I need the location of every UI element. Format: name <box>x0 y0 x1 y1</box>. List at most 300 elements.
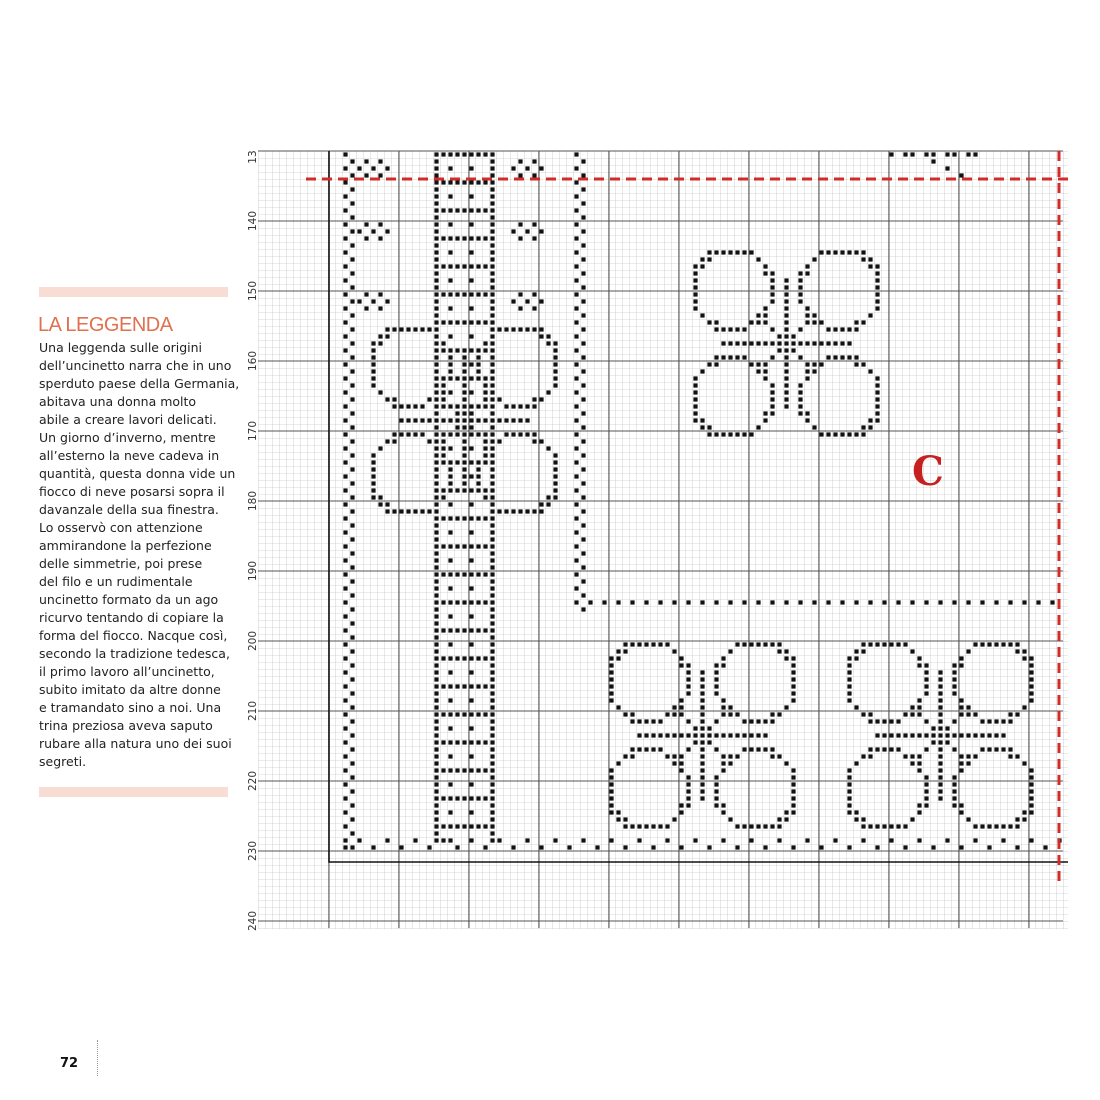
stitch <box>469 432 473 436</box>
stitch <box>840 355 844 359</box>
stitch <box>679 845 683 849</box>
stitch <box>490 684 494 688</box>
stitch <box>469 390 473 394</box>
stitch <box>434 761 438 765</box>
stitch <box>490 677 494 681</box>
stitch <box>742 250 746 254</box>
stitch <box>805 313 809 317</box>
stitch <box>364 222 368 226</box>
stitch <box>448 348 452 352</box>
stitch <box>546 495 550 499</box>
stitch <box>357 838 361 842</box>
stitch <box>875 404 879 408</box>
stitch <box>1022 649 1026 653</box>
stitch <box>854 810 858 814</box>
stitch <box>770 285 774 289</box>
stitch <box>434 705 438 709</box>
stitch <box>784 656 788 660</box>
stitch <box>595 845 599 849</box>
stitch <box>343 180 347 184</box>
stitch <box>441 628 445 632</box>
stitch <box>791 845 795 849</box>
stitch <box>483 845 487 849</box>
stitch <box>987 845 991 849</box>
stitch <box>644 733 648 737</box>
stitch <box>973 838 977 842</box>
stitch <box>476 474 480 478</box>
stitch <box>784 278 788 282</box>
stitch <box>581 523 585 527</box>
stitch <box>875 719 879 723</box>
stitch <box>987 824 991 828</box>
stitch <box>371 341 375 345</box>
stitch <box>630 754 634 758</box>
stitch <box>532 159 536 163</box>
stitch <box>483 432 487 436</box>
stitch <box>483 628 487 632</box>
stitch <box>392 439 396 443</box>
stitch <box>763 369 767 373</box>
sidebar-body-line: Lo osservò con attenzione <box>39 520 203 535</box>
stitch <box>1015 642 1019 646</box>
stitch <box>952 677 956 681</box>
stitch <box>609 698 613 702</box>
stitch <box>672 733 676 737</box>
stitch <box>938 754 942 758</box>
stitch <box>462 488 466 492</box>
stitch <box>371 460 375 464</box>
stitch <box>609 810 613 814</box>
stitch <box>826 600 830 604</box>
stitch <box>875 299 879 303</box>
stitch <box>462 264 466 268</box>
stitch <box>441 656 445 660</box>
stitch <box>490 425 494 429</box>
stitch <box>455 824 459 828</box>
stitch <box>693 264 697 268</box>
stitch <box>420 418 424 422</box>
stitch <box>791 684 795 688</box>
stitch <box>434 215 438 219</box>
stitch <box>770 271 774 275</box>
stitch <box>959 754 963 758</box>
stitch <box>1001 733 1005 737</box>
row-label: 160 <box>247 350 259 372</box>
stitch <box>343 278 347 282</box>
stitch <box>665 733 669 737</box>
stitch <box>469 600 473 604</box>
stitch <box>777 817 781 821</box>
stitch <box>868 824 872 828</box>
stitch <box>483 544 487 548</box>
stitch <box>658 824 662 828</box>
stitch <box>385 334 389 338</box>
stitch <box>434 432 438 436</box>
stitch <box>805 320 809 324</box>
stitch <box>812 257 816 261</box>
stitch <box>434 362 438 366</box>
stitch <box>938 677 942 681</box>
stitch <box>448 418 452 422</box>
stitch <box>616 810 620 814</box>
row-label: 190 <box>247 560 259 582</box>
stitch <box>735 845 739 849</box>
stitch <box>385 327 389 331</box>
stitch <box>441 236 445 240</box>
stitch <box>672 649 676 653</box>
stitch <box>434 775 438 779</box>
stitch <box>441 796 445 800</box>
stitch <box>434 173 438 177</box>
stitch <box>917 803 921 807</box>
stitch <box>679 803 683 807</box>
stitch <box>728 817 732 821</box>
stitch <box>343 838 347 842</box>
stitch <box>497 838 501 842</box>
stitch <box>441 453 445 457</box>
stitch <box>490 187 494 191</box>
stitch <box>581 299 585 303</box>
stitch <box>511 404 515 408</box>
stitch <box>938 684 942 688</box>
stitch <box>343 166 347 170</box>
stitch <box>350 775 354 779</box>
stitch <box>490 334 494 338</box>
stitch <box>609 796 613 800</box>
stitch <box>448 712 452 716</box>
stitch <box>462 439 466 443</box>
stitch <box>763 747 767 751</box>
stitch <box>434 537 438 541</box>
stitch <box>448 404 452 408</box>
stitch <box>875 306 879 310</box>
stitch <box>434 642 438 646</box>
stitch <box>931 740 935 744</box>
stitch <box>476 320 480 324</box>
stitch <box>357 229 361 233</box>
stitch <box>847 656 851 660</box>
stitch <box>343 642 347 646</box>
stitch <box>434 593 438 597</box>
stitch <box>714 362 718 366</box>
stitch <box>469 488 473 492</box>
stitch <box>847 684 851 688</box>
sidebar-body-line: dell’uncinetto narra che in uno <box>39 358 232 373</box>
stitch <box>490 166 494 170</box>
stitch <box>798 271 802 275</box>
stitch <box>525 299 529 303</box>
stitch <box>938 698 942 702</box>
stitch <box>455 264 459 268</box>
stitch <box>455 572 459 576</box>
stitch <box>343 544 347 548</box>
stitch <box>455 712 459 716</box>
stitch <box>574 222 578 226</box>
stitch <box>448 481 452 485</box>
stitch <box>875 418 879 422</box>
stitch <box>714 327 718 331</box>
stitch <box>805 376 809 380</box>
stitch <box>959 803 963 807</box>
sidebar-body-line: trina preziosa aveva saputo <box>39 718 213 733</box>
stitch <box>490 292 494 296</box>
stitch <box>966 754 970 758</box>
stitch <box>371 355 375 359</box>
stitch <box>910 733 914 737</box>
stitch <box>847 796 851 800</box>
stitch <box>448 180 452 184</box>
stitch <box>497 327 501 331</box>
stitch <box>686 677 690 681</box>
stitch <box>476 180 480 184</box>
stitch <box>756 642 760 646</box>
stitch <box>413 418 417 422</box>
stitch <box>875 278 879 282</box>
stitch <box>721 250 725 254</box>
stitch <box>574 250 578 254</box>
stitch <box>581 565 585 569</box>
sidebar-body-line: il primo lavoro all’uncinetto, <box>39 664 215 679</box>
stitch <box>455 432 459 436</box>
stitch <box>763 362 767 366</box>
stitch <box>483 390 487 394</box>
stitch <box>392 404 396 408</box>
stitch <box>476 516 480 520</box>
stitch <box>343 684 347 688</box>
stitch <box>525 509 529 513</box>
stitch <box>462 355 466 359</box>
row-label: 220 <box>247 770 259 792</box>
stitch <box>455 236 459 240</box>
stitch <box>434 684 438 688</box>
stitch <box>791 768 795 772</box>
stitch <box>455 768 459 772</box>
stitch <box>763 271 767 275</box>
stitch <box>854 600 858 604</box>
stitch <box>455 292 459 296</box>
stitch <box>805 369 809 373</box>
stitch <box>847 691 851 695</box>
stitch <box>805 362 809 366</box>
stitch <box>350 845 354 849</box>
stitch <box>847 803 851 807</box>
stitch <box>350 397 354 401</box>
stitch <box>476 467 480 471</box>
stitch <box>721 768 725 772</box>
stitch <box>721 656 725 660</box>
stitch <box>609 684 613 688</box>
stitch <box>343 656 347 660</box>
stitch <box>434 334 438 338</box>
stitch <box>784 306 788 310</box>
stitch <box>924 684 928 688</box>
stitch <box>609 656 613 660</box>
stitch <box>462 628 466 632</box>
stitch <box>847 663 851 667</box>
stitch <box>714 747 718 751</box>
stitch <box>427 845 431 849</box>
stitch <box>693 404 697 408</box>
stitch <box>483 712 487 716</box>
stitch <box>448 796 452 800</box>
stitch <box>350 761 354 765</box>
stitch <box>490 348 494 352</box>
stitch <box>476 432 480 436</box>
stitch <box>434 467 438 471</box>
stitch <box>448 768 452 772</box>
stitch <box>553 376 557 380</box>
stitch <box>693 292 697 296</box>
stitch <box>728 250 732 254</box>
stitch <box>518 509 522 513</box>
stitch <box>581 313 585 317</box>
stitch <box>483 418 487 422</box>
stitch <box>1029 782 1033 786</box>
stitch <box>966 817 970 821</box>
stitch <box>805 306 809 310</box>
stitch <box>707 726 711 730</box>
stitch <box>476 712 480 716</box>
stitch <box>490 229 494 233</box>
stitch <box>581 187 585 191</box>
stitch <box>812 362 816 366</box>
stitch <box>994 642 998 646</box>
stitch <box>777 341 781 345</box>
stitch <box>553 474 557 478</box>
stitch <box>441 383 445 387</box>
stitch <box>448 334 452 338</box>
stitch <box>1029 691 1033 695</box>
stitch <box>525 229 529 233</box>
stitch <box>469 425 473 429</box>
stitch <box>532 327 536 331</box>
stitch <box>546 334 550 338</box>
stitch <box>581 593 585 597</box>
stitch <box>875 733 879 737</box>
stitch <box>343 530 347 534</box>
stitch <box>1029 796 1033 800</box>
stitch <box>756 320 760 324</box>
stitch <box>875 383 879 387</box>
stitch <box>728 600 732 604</box>
stitch <box>462 320 466 324</box>
stitch <box>490 614 494 618</box>
stitch <box>672 712 676 716</box>
stitch <box>469 768 473 772</box>
stitch <box>791 775 795 779</box>
stitch <box>434 782 438 786</box>
stitch <box>490 698 494 702</box>
stitch <box>581 537 585 541</box>
stitch <box>448 264 452 268</box>
stitch <box>476 481 480 485</box>
stitch <box>651 845 655 849</box>
stitch <box>882 733 886 737</box>
stitch <box>917 698 921 702</box>
stitch <box>770 411 774 415</box>
stitch <box>490 285 494 289</box>
stitch <box>490 803 494 807</box>
stitch <box>805 838 809 842</box>
sidebar-body-line: quantità, questa donna vide un <box>39 466 236 481</box>
stitch <box>434 754 438 758</box>
stitch <box>889 642 893 646</box>
stitch <box>490 740 494 744</box>
stitch <box>483 495 487 499</box>
stitch <box>483 740 487 744</box>
stitch <box>490 390 494 394</box>
stitch <box>448 369 452 373</box>
stitch <box>462 152 466 156</box>
stitch <box>798 341 802 345</box>
stitch <box>350 663 354 667</box>
stitch <box>476 236 480 240</box>
stitch <box>1015 817 1019 821</box>
stitch <box>490 341 494 345</box>
stitch <box>574 544 578 548</box>
stitch <box>959 761 963 765</box>
stitch <box>714 355 718 359</box>
stitch <box>490 418 494 422</box>
stitch <box>770 292 774 296</box>
stitch <box>448 376 452 380</box>
stitch <box>581 453 585 457</box>
stitch <box>616 600 620 604</box>
stitch <box>784 404 788 408</box>
stitch <box>686 670 690 674</box>
stitch <box>721 754 725 758</box>
stitch <box>798 397 802 401</box>
stitch <box>490 600 494 604</box>
stitch <box>938 747 942 751</box>
stitch <box>378 292 382 296</box>
stitch <box>490 705 494 709</box>
stitch <box>448 460 452 464</box>
stitch <box>511 166 515 170</box>
stitch <box>462 600 466 604</box>
stitch <box>392 432 396 436</box>
stitch <box>700 313 704 317</box>
stitch <box>917 656 921 660</box>
stitch <box>490 159 494 163</box>
stitch <box>847 355 851 359</box>
stitch <box>840 341 844 345</box>
stitch <box>658 719 662 723</box>
stitch <box>868 712 872 716</box>
stitch <box>574 194 578 198</box>
stitch <box>413 838 417 842</box>
stitch <box>749 320 753 324</box>
stitch <box>840 327 844 331</box>
stitch <box>462 516 466 520</box>
stitch <box>455 740 459 744</box>
sidebar-body-line: sperduto paese della Germania, <box>39 376 240 391</box>
stitch <box>875 845 879 849</box>
stitch <box>518 418 522 422</box>
row-label: 150 <box>247 280 259 302</box>
stitch <box>952 803 956 807</box>
stitch <box>350 453 354 457</box>
stitch <box>588 600 592 604</box>
stitch <box>714 719 718 723</box>
stitch <box>700 677 704 681</box>
stitch <box>455 411 459 415</box>
stitch <box>462 712 466 716</box>
stitch <box>350 383 354 387</box>
stitch <box>413 509 417 513</box>
stitch <box>378 341 382 345</box>
stitch <box>756 369 760 373</box>
